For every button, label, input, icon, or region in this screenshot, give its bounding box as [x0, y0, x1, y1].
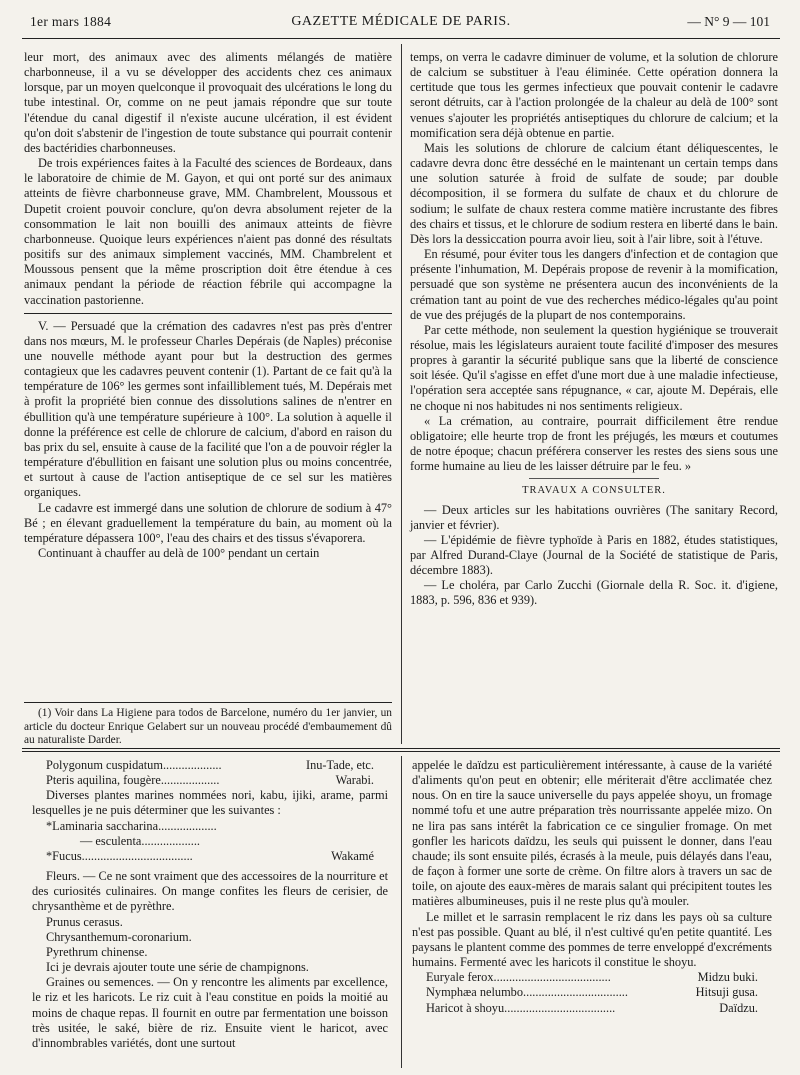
- plant-name: — esculenta: [80, 833, 142, 848]
- paragraph: De trois expériences faites à la Faculté des sciences de Bordeaux, dans le laboratoire de chimie de M. Gayon, et qui ont porté sur des animaux atteints de fièvre charbonneuse grave, MM. Chambrelent, Moussous et Dupetit croient pouvoir conclure, qu'on devra absolument rejeter de la consommation le lait non bouilli des animaux atteints de fièvre charbonneuse. Quoique leurs expériences n'aient pas donné des résultats positifs sur des animaux simplement vaccinés, MM. Chambrelent et Moussous pensent que la même proscription doit être étendue à ces animaux pendant la période de réaction fébrile qui accompagne la vaccination pastorienne.: [24, 156, 392, 307]
- flower-item: Prunus cerasus.: [46, 914, 123, 929]
- column-divider: [401, 756, 402, 1068]
- plant-name: Polygonum cuspidatum: [46, 758, 163, 772]
- plant-local-name: Wakamé: [331, 848, 374, 863]
- lower-left-column: [32, 758, 388, 1051]
- plant-row: [412, 1001, 772, 1016]
- paragraph: Le cadavre est immergé dans une solution de chlorure de sodium à 47° Bé ; en élevant graduellement la température du bain, au moment où la température dépassera 100°, l'eau des chairs et des tissus s'évaporera.: [24, 500, 392, 545]
- footnote-text: (1) Voir dans La Higiene para todos de Barcelone, numéro du 1er janvier, un article du docteur Enrique Gelabert sur un nouveau procédé d'embaumement dû au naturaliste Darder.: [24, 707, 392, 747]
- lower-right-column: [412, 758, 772, 1016]
- plant-name: Euryale ferox: [426, 970, 494, 985]
- plant-name: *Laminaria saccharina: [46, 818, 159, 833]
- issue-number: — N° 9 — 101: [687, 14, 770, 29]
- section-heading: TRAVAUX A CONSULTER.: [522, 485, 666, 497]
- plant-row: [412, 985, 772, 1000]
- plant-name: Haricot à shoyu: [426, 1000, 505, 1015]
- footnote-rule: [24, 702, 392, 703]
- paragraph: Par cette méthode, non seulement la question hygiénique se trouverait résolue, mais les législateurs auraient toute facilité d'imposer des mesures propres à garantir la sécurité publique sans que la liberté de conscience soit lésée. Qu'il s'agisse en effet d'une mort due à une maladie infectieuse, l'opération sera acceptée sans répugnance, « car, ajoute M. Depérais, elle ne choque ni nos habitudes ni nos sentiments religieux.: [410, 322, 778, 413]
- paragraph: Graines ou semences. — On y rencontre les aliments par excellence, le riz et les haricots. Le riz cuit à l'eau constitue en poids la moitié au moins de chaque repas. Il fournit en outre par fermentation une boisson très usitée, le saké, bière de riz. Ensuite vient le haricot, avec d'innombrables variétés, dont une surtout: [32, 975, 388, 1050]
- newspaper-page: [22, 0, 780, 1075]
- plant-row: [32, 849, 388, 864]
- plant-local-name: Midzu buki.: [697, 970, 758, 985]
- plant-name: Nymphæa nelumbo: [426, 985, 524, 1000]
- issue-date: 1er mars 1884: [30, 14, 112, 29]
- separator: [529, 478, 659, 479]
- section-rule: [24, 313, 392, 314]
- paragraph: temps, on verra le cadavre diminuer de volume, et la solution de chlorure de calcium se substituer à l'eau éliminée. Cette opération donnera la certitude que tous les germes infectieux que pouvait contenir le cadavre seront détruits, car à l'action prolongée de la chaleur au delà de 100° sont venues s'ajouter les propriétés antiseptiques du chlorure de calcium; et la momification sera déjà obtenue en partie.: [410, 50, 778, 140]
- upper-right-column: [410, 50, 778, 609]
- paragraph: En résumé, pour éviter tous les dangers d'infection et de contagion que présente l'inhumation, M. Depérais propose de revenir à la momification, persuadé que son système ne présentera aucun des inconvénients de la crémation tant au point de vue des recherches médico-légales qu'au point de vue des préjugés de la plupart de nos contemporains.: [410, 247, 778, 322]
- upper-left-column: [24, 50, 392, 561]
- paragraph: leur mort, des animaux avec des aliments mélangés de matière charbonneuse, il a vu se développer des accidents chez ces animaux lorsque, par un moyen quelconque il provoquait des ulcérations le long du tube intestinal. Or, comme on ne peut jamais répondre que sur toute l'étendue du canal digestif il n'existe aucune ulcération, il est évident qu'on doit s'abstenir de l'ingestion de toute substance qui pourrait contenir des bactéridies charbonneuses.: [24, 50, 392, 155]
- plant-local-name: Warabi.: [335, 773, 374, 788]
- leader-dots: ...................: [141, 833, 200, 848]
- leader-dots: ....................................: [504, 1000, 616, 1015]
- paragraph: « La crémation, au contraire, pourrait difficilement être rendue obligatoire; elle heurte trop de front les préjugés, les mœurs et coutumes de notre époque; chacun préférera conserver les restes des siens sous une forme humaine au lieu de les laisser détruire par le feu. »: [410, 413, 778, 474]
- reference-item: — L'épidémie de fièvre typhoïde à Paris en 1882, études statistiques, par Alfred Durand-Claye (Journal de la Société de statistique de Paris, décembre 1883).: [410, 532, 778, 578]
- feuilleton-rule: [22, 751, 780, 752]
- feuilleton-rule: [22, 748, 780, 749]
- plant-row: [32, 773, 388, 788]
- journal-title: GAZETTE MÉDICALE DE PARIS.: [291, 14, 511, 29]
- paragraph: appelée le daïdzu est particulièrement intéressante, à cause de la variété d'aliments qu'on peut en obtenir; elle mériterait d'être acclimatée chez nous. On en tire la sauce universelle du pays appelée shoyu, un fromage nommé tofu et une autre préparation très nourrissante appelée mizo. On ne lira pas sans intérêt la fabrication ce ce singulier fromage. On met gonfler les haricots daïdzu, les seuls qui puissent le donner, dans l'eau chaude; ils sont ensuite pilés, écrasés à la meule, puis délayés dans l'eau, de façon à former une sorte de crème. On filtre alors à travers un sac de toile, on ajoute des eaux-mères de marais salant qui précipitent toutes les matières albumineuses, puis il ne reste plus qu'à mouler.: [412, 758, 772, 909]
- leader-dots: ...................: [158, 818, 217, 833]
- reference-item: — Le choléra, par Carlo Zucchi (Giornale della R. Soc. it. d'igiene, 1883, p. 596, 836 et 939).: [410, 578, 778, 608]
- plant-row: [412, 970, 772, 985]
- leader-dots: ......................................: [493, 970, 611, 985]
- plant-local-name: Hitsuji gusa.: [695, 985, 758, 1000]
- plant-local-name: Inu-Tade, etc.: [305, 758, 374, 772]
- paragraph: Continuant à chauffer au delà de 100° pendant un certain: [38, 546, 320, 560]
- plant-local-name: Daïdzu.: [719, 1000, 758, 1015]
- paragraph: Fleurs. — Ce ne sont vraiment que des accessoires de la nourriture et des curiosités culinaires. On mange confites les fleurs de cerisier, de chrysanthème et de pyrèthre.: [32, 869, 388, 914]
- paragraph: Diverses plantes marines nommées nori, kabu, ijiki, arame, parmi lesquelles je ne puis déterminer que les suivantes :: [32, 788, 388, 818]
- leader-dots: ...................: [162, 758, 222, 772]
- leader-dots: ...................: [160, 773, 220, 788]
- header-rule: [22, 38, 780, 39]
- page-header: [22, 14, 780, 36]
- plant-name: Pteris aquilina, fougère: [46, 773, 161, 788]
- plant-name: *Fucus: [46, 848, 82, 863]
- plant-row: [32, 819, 388, 834]
- flower-item: Chrysanthemum-coronarium.: [46, 929, 192, 944]
- plant-row: [32, 758, 388, 773]
- leader-dots: ....................................: [81, 848, 193, 863]
- leader-dots: ..................................: [523, 985, 628, 1000]
- plant-row: [32, 834, 388, 849]
- paragraph: Ici je devrais ajouter toute une série de champignons.: [46, 960, 309, 975]
- column-divider: [401, 44, 402, 744]
- footnote: [24, 702, 392, 748]
- reference-item: — Deux articles sur les habitations ouvrières (The sanitary Record, janvier et février).: [410, 502, 778, 532]
- paragraph: V. — Persuadé que la crémation des cadavres n'est pas près d'entrer dans nos mœurs, M. le professeur Charles Depérais (de Naples) préconise une nouvelle méthode ayant pour but la destruction des germes contagieux que les cadavres peuvent contenir (1). Partant de ce fait qu'à la température de 106° les germes sont infailliblement tués, M. Depérais met à profit la propriété bien connue des dissolutions salines de n'entrer en ébullition qu'à une température supérieure à 100°. La solution à aquelle il donne la préférence est celle de chlorure de calcium, d'abord en raison du bas prix du sel, ensuite à cause de la facilité que l'on a de pouvoir régler la température d'ébullition en faisant une solution plus ou moins concentrée, et surtout à cause de l'action antiseptique de ce sel sur les matières organiques.: [24, 318, 392, 500]
- flower-item: Pyrethrum chinense.: [46, 944, 148, 959]
- paragraph: Le millet et le sarrasin remplacent le riz dans les pays où sa culture n'est pas possible. Quant au blé, il n'est cultivé qu'en petite quantité. Les paysans le plantent comme des pommes de terre enveloppé d'excréments humains. Fermenté avec les haricots il constitue le shoyu.: [412, 909, 772, 970]
- paragraph: Mais les solutions de chlorure de calcium étant déliquescentes, le cadavre devra donc être desséché en le maintenant un certain temps dans une solution saturée à froid de sulfate de soude; par double décomposition, il se formera du sulfate de chaux et du chlorure de sodium; le sulfate de chaux restera comme matière incrustante des fibres des chairs et tissus, et le chlorure de sodium restera en liberté dans le bain. Dès lors la dessiccation pourra avoir lieu, soit à l'air libre, soit à l'étuve.: [410, 140, 778, 246]
